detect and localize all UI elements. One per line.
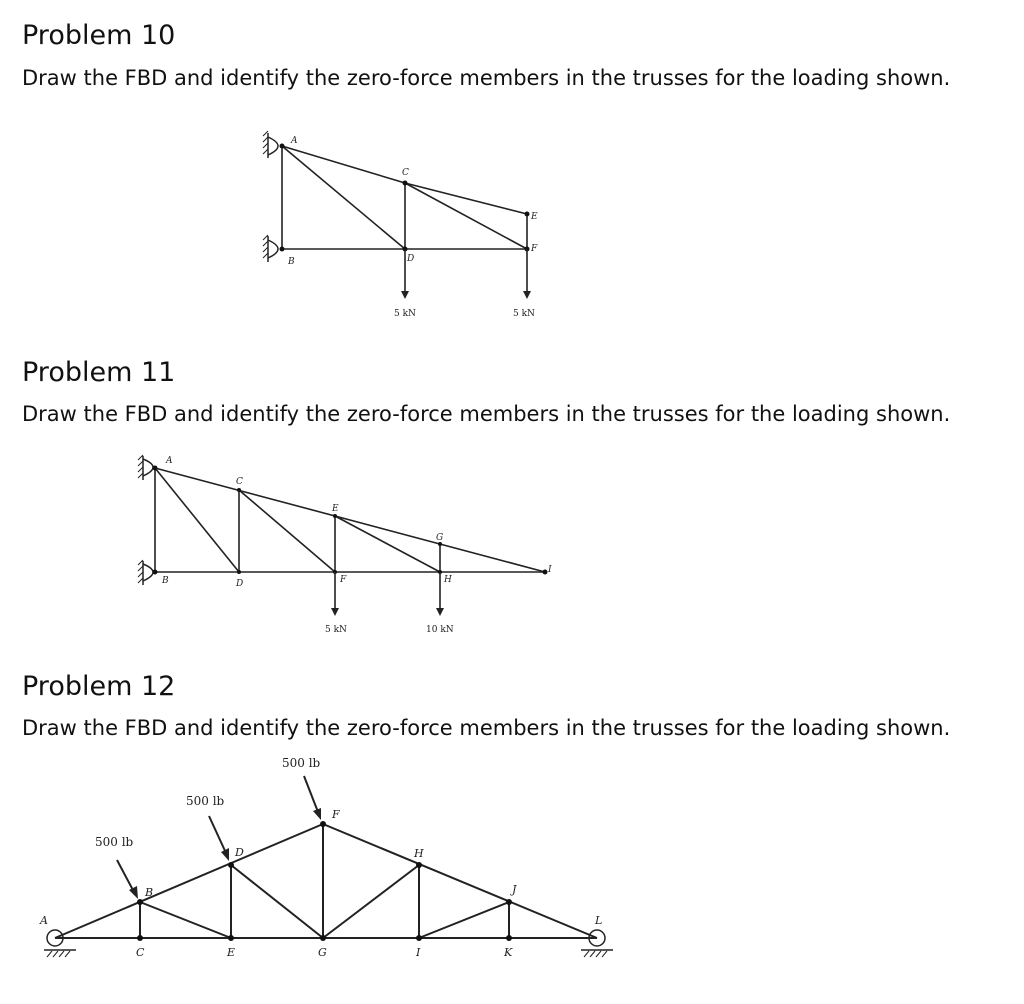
joint-label-f: F <box>332 808 340 821</box>
joint-g <box>320 935 326 941</box>
joint-d <box>228 862 234 868</box>
joint-h <box>416 862 422 868</box>
load-arrowhead-b <box>129 886 138 899</box>
load-arrow-b <box>117 860 134 892</box>
joint-label-d: D <box>235 846 244 859</box>
joint-label-i: I <box>548 565 552 575</box>
joint-label-e: E <box>332 504 339 514</box>
joint-label-a: A <box>40 914 48 927</box>
problem-12-title: Problem 12 <box>22 671 176 702</box>
joint-k <box>506 935 512 941</box>
pin-support-a <box>44 930 76 957</box>
joint-label-a: A <box>166 456 173 466</box>
joint-label-b: B <box>288 257 295 267</box>
load-label-b: 500 lb <box>95 835 134 849</box>
load-label-f: 500 lb <box>282 756 321 770</box>
joint-label-b: B <box>162 576 169 586</box>
joint-label-c: C <box>136 946 145 959</box>
joint-i <box>416 935 422 941</box>
joint-label-h: H <box>414 847 424 860</box>
joint-label-h: H <box>444 575 452 585</box>
joint-label-g: G <box>436 533 444 543</box>
member-ij <box>419 902 509 938</box>
joint-label-j: J <box>512 883 517 896</box>
load-label-d: 5 kN <box>394 309 416 319</box>
joint-label-e: E <box>531 212 538 222</box>
joint-label-f: F <box>340 575 347 585</box>
problem-12-description: Draw the FBD and identify the zero-force members in the trusses for the loading shown. <box>22 716 951 740</box>
joint-label-g: G <box>318 946 327 959</box>
load-arrow-f <box>304 776 318 812</box>
load-label-f: 5 kN <box>513 309 535 319</box>
joint-label-c: C <box>236 477 243 487</box>
joint-b <box>137 899 143 905</box>
member-be <box>140 902 231 938</box>
joint-j <box>506 899 512 905</box>
joint-f <box>320 821 326 827</box>
load-arrow-d <box>209 816 226 853</box>
joint-label-f: F <box>531 244 538 254</box>
load-label-d: 500 lb <box>186 794 225 808</box>
problem-11-title: Problem 11 <box>22 357 176 388</box>
load-arrowhead-f <box>313 808 321 820</box>
joint-label-c: C <box>402 168 409 178</box>
joint-label-l: L <box>595 914 603 927</box>
joint-label-k: K <box>504 946 513 959</box>
member-dg <box>231 865 323 938</box>
load-label-h: 10 kN <box>426 625 454 635</box>
joint-label-d: D <box>407 254 415 264</box>
load-label-f: 5 kN <box>325 625 347 635</box>
joint-label-i: I <box>416 946 421 959</box>
joint-c <box>137 935 143 941</box>
joint-label-a: A <box>291 136 298 146</box>
member-gh <box>323 865 419 938</box>
joint-label-b: B <box>145 886 154 899</box>
joint-label-d: D <box>236 579 244 589</box>
problem-11-description: Draw the FBD and identify the zero-force members in the trusses for the loading shown. <box>22 402 951 426</box>
joint-e <box>228 935 234 941</box>
joint-label-e: E <box>227 946 236 959</box>
problem-10-description: Draw the FBD and identify the zero-force members in the trusses for the loading shown. <box>22 66 951 90</box>
problem-10-title: Problem 10 <box>22 20 176 51</box>
